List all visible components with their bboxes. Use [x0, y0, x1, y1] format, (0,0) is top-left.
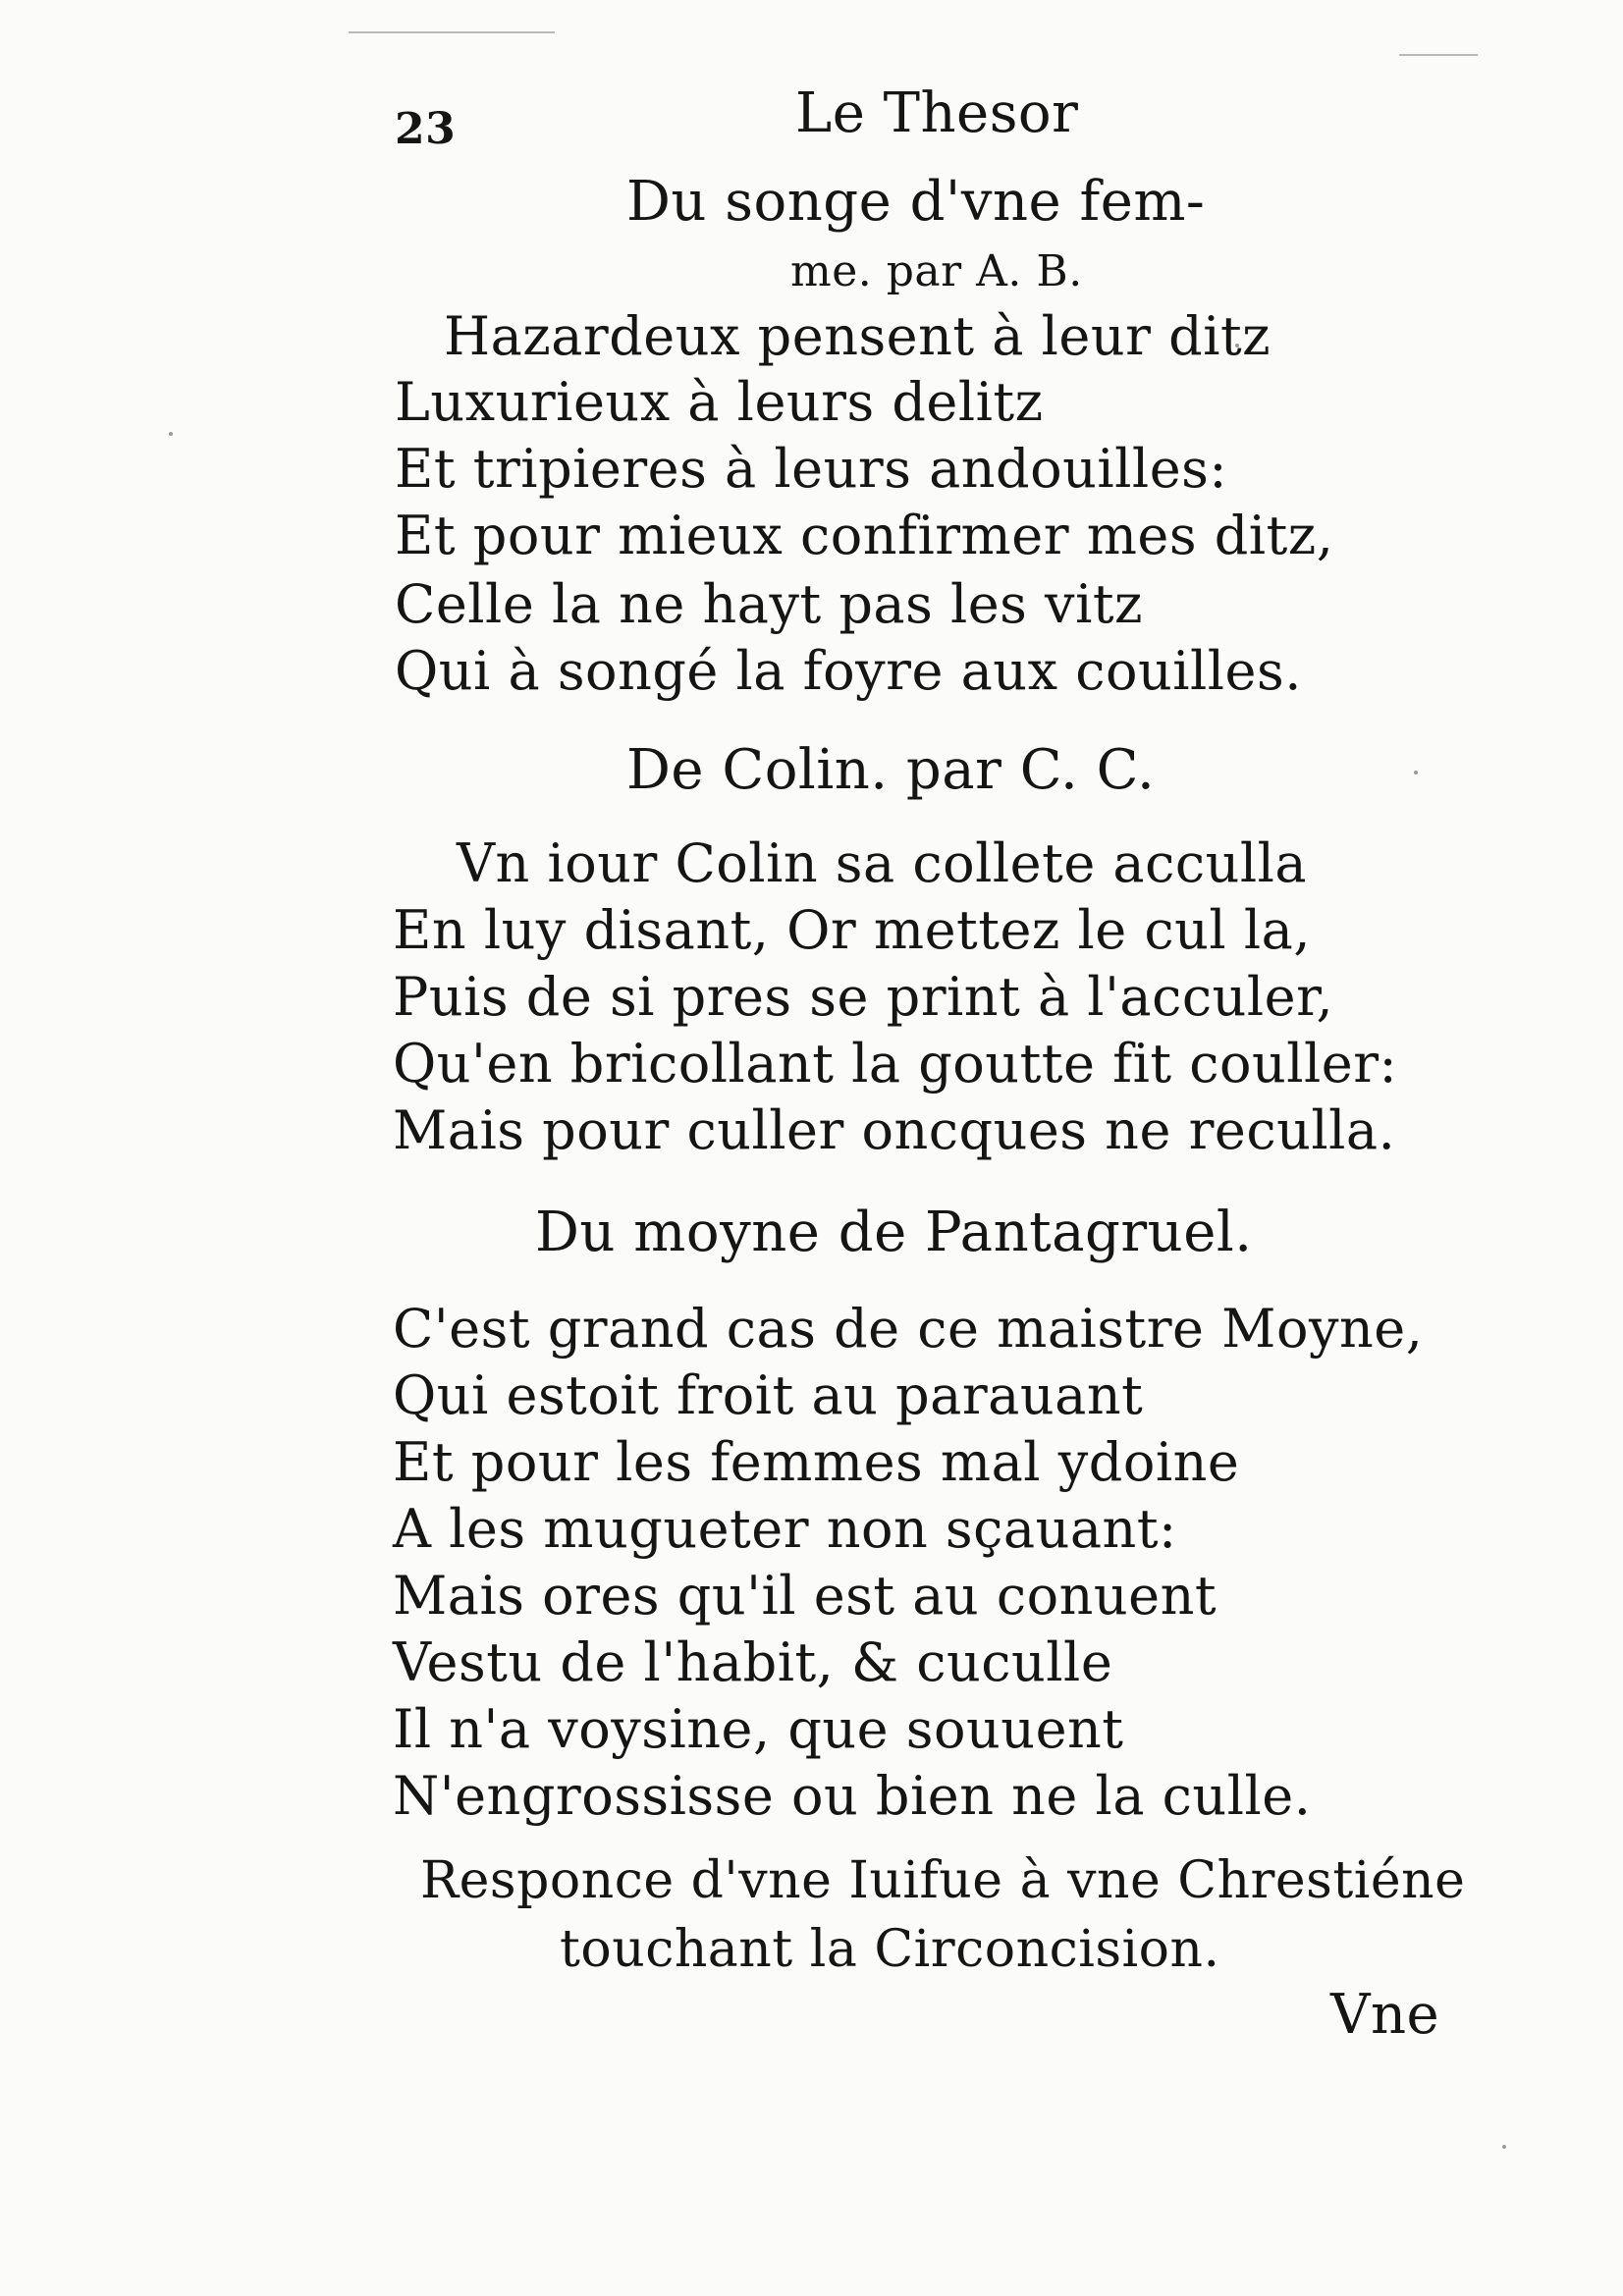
scan-speck [169, 432, 173, 436]
verse-line: Vn iour Colin sa collete acculla [457, 832, 1308, 894]
verse-line: Mais ores qu'il est au conuent [393, 1565, 1217, 1627]
running-title: Le Thesor [795, 81, 1079, 145]
verse-line: Qui estoit froit au parauant [393, 1364, 1144, 1426]
poem-title: Du songe d'vne fem- [626, 170, 1206, 234]
verse-line: Celle la ne hayt pas les vitz [395, 573, 1143, 635]
verse-line: N'engrossisse ou bien ne la culle. [393, 1765, 1312, 1827]
verse-line: Et pour les femmes mal ydoine [393, 1431, 1240, 1493]
verse-line: A les mugueter non sçauant: [393, 1498, 1177, 1560]
verse-line: Luxurieux à leurs delitz [395, 371, 1044, 433]
poem-title: touchant la Circoncision. [560, 1920, 1220, 1979]
scan-speck [1502, 2145, 1506, 2149]
page-number: 23 [395, 104, 457, 154]
poem-title: Du moyne de Pantagruel. [535, 1201, 1253, 1264]
verse-line: Qui à songé la foyre aux couilles. [395, 640, 1302, 702]
scan-speck [1414, 771, 1418, 774]
verse-line: Vestu de l'habit, & cuculle [393, 1631, 1113, 1693]
poem-title: me. par A. B. [790, 246, 1083, 296]
verse-line: C'est grand cas de ce maistre Moyne, [393, 1298, 1424, 1360]
top-rule-left [349, 31, 555, 33]
poem-title: Responce d'vne Iuifue à vne Chrestiéne [420, 1851, 1466, 1910]
top-rule-right [1399, 54, 1478, 56]
catchword: Vne [1330, 1983, 1440, 2047]
verse-line: Et pour mieux confirmer mes ditz, [395, 505, 1334, 566]
poem-title: De Colin. par C. C. [626, 738, 1156, 802]
verse-line: Hazardeux pensent à leur ditz [444, 305, 1271, 367]
verse-line: Et tripieres à leurs andouilles: [395, 438, 1228, 500]
verse-line: Qu'en bricollant la goutte fit couller: [393, 1033, 1398, 1095]
verse-line: En luy disant, Or mettez le cul la, [393, 899, 1311, 961]
verse-line: Il n'a voysine, que souuent [393, 1698, 1124, 1760]
verse-line: Puis de si pres se print à l'acculer, [393, 966, 1334, 1028]
verse-line: Mais pour culler oncques ne reculla. [393, 1099, 1396, 1161]
